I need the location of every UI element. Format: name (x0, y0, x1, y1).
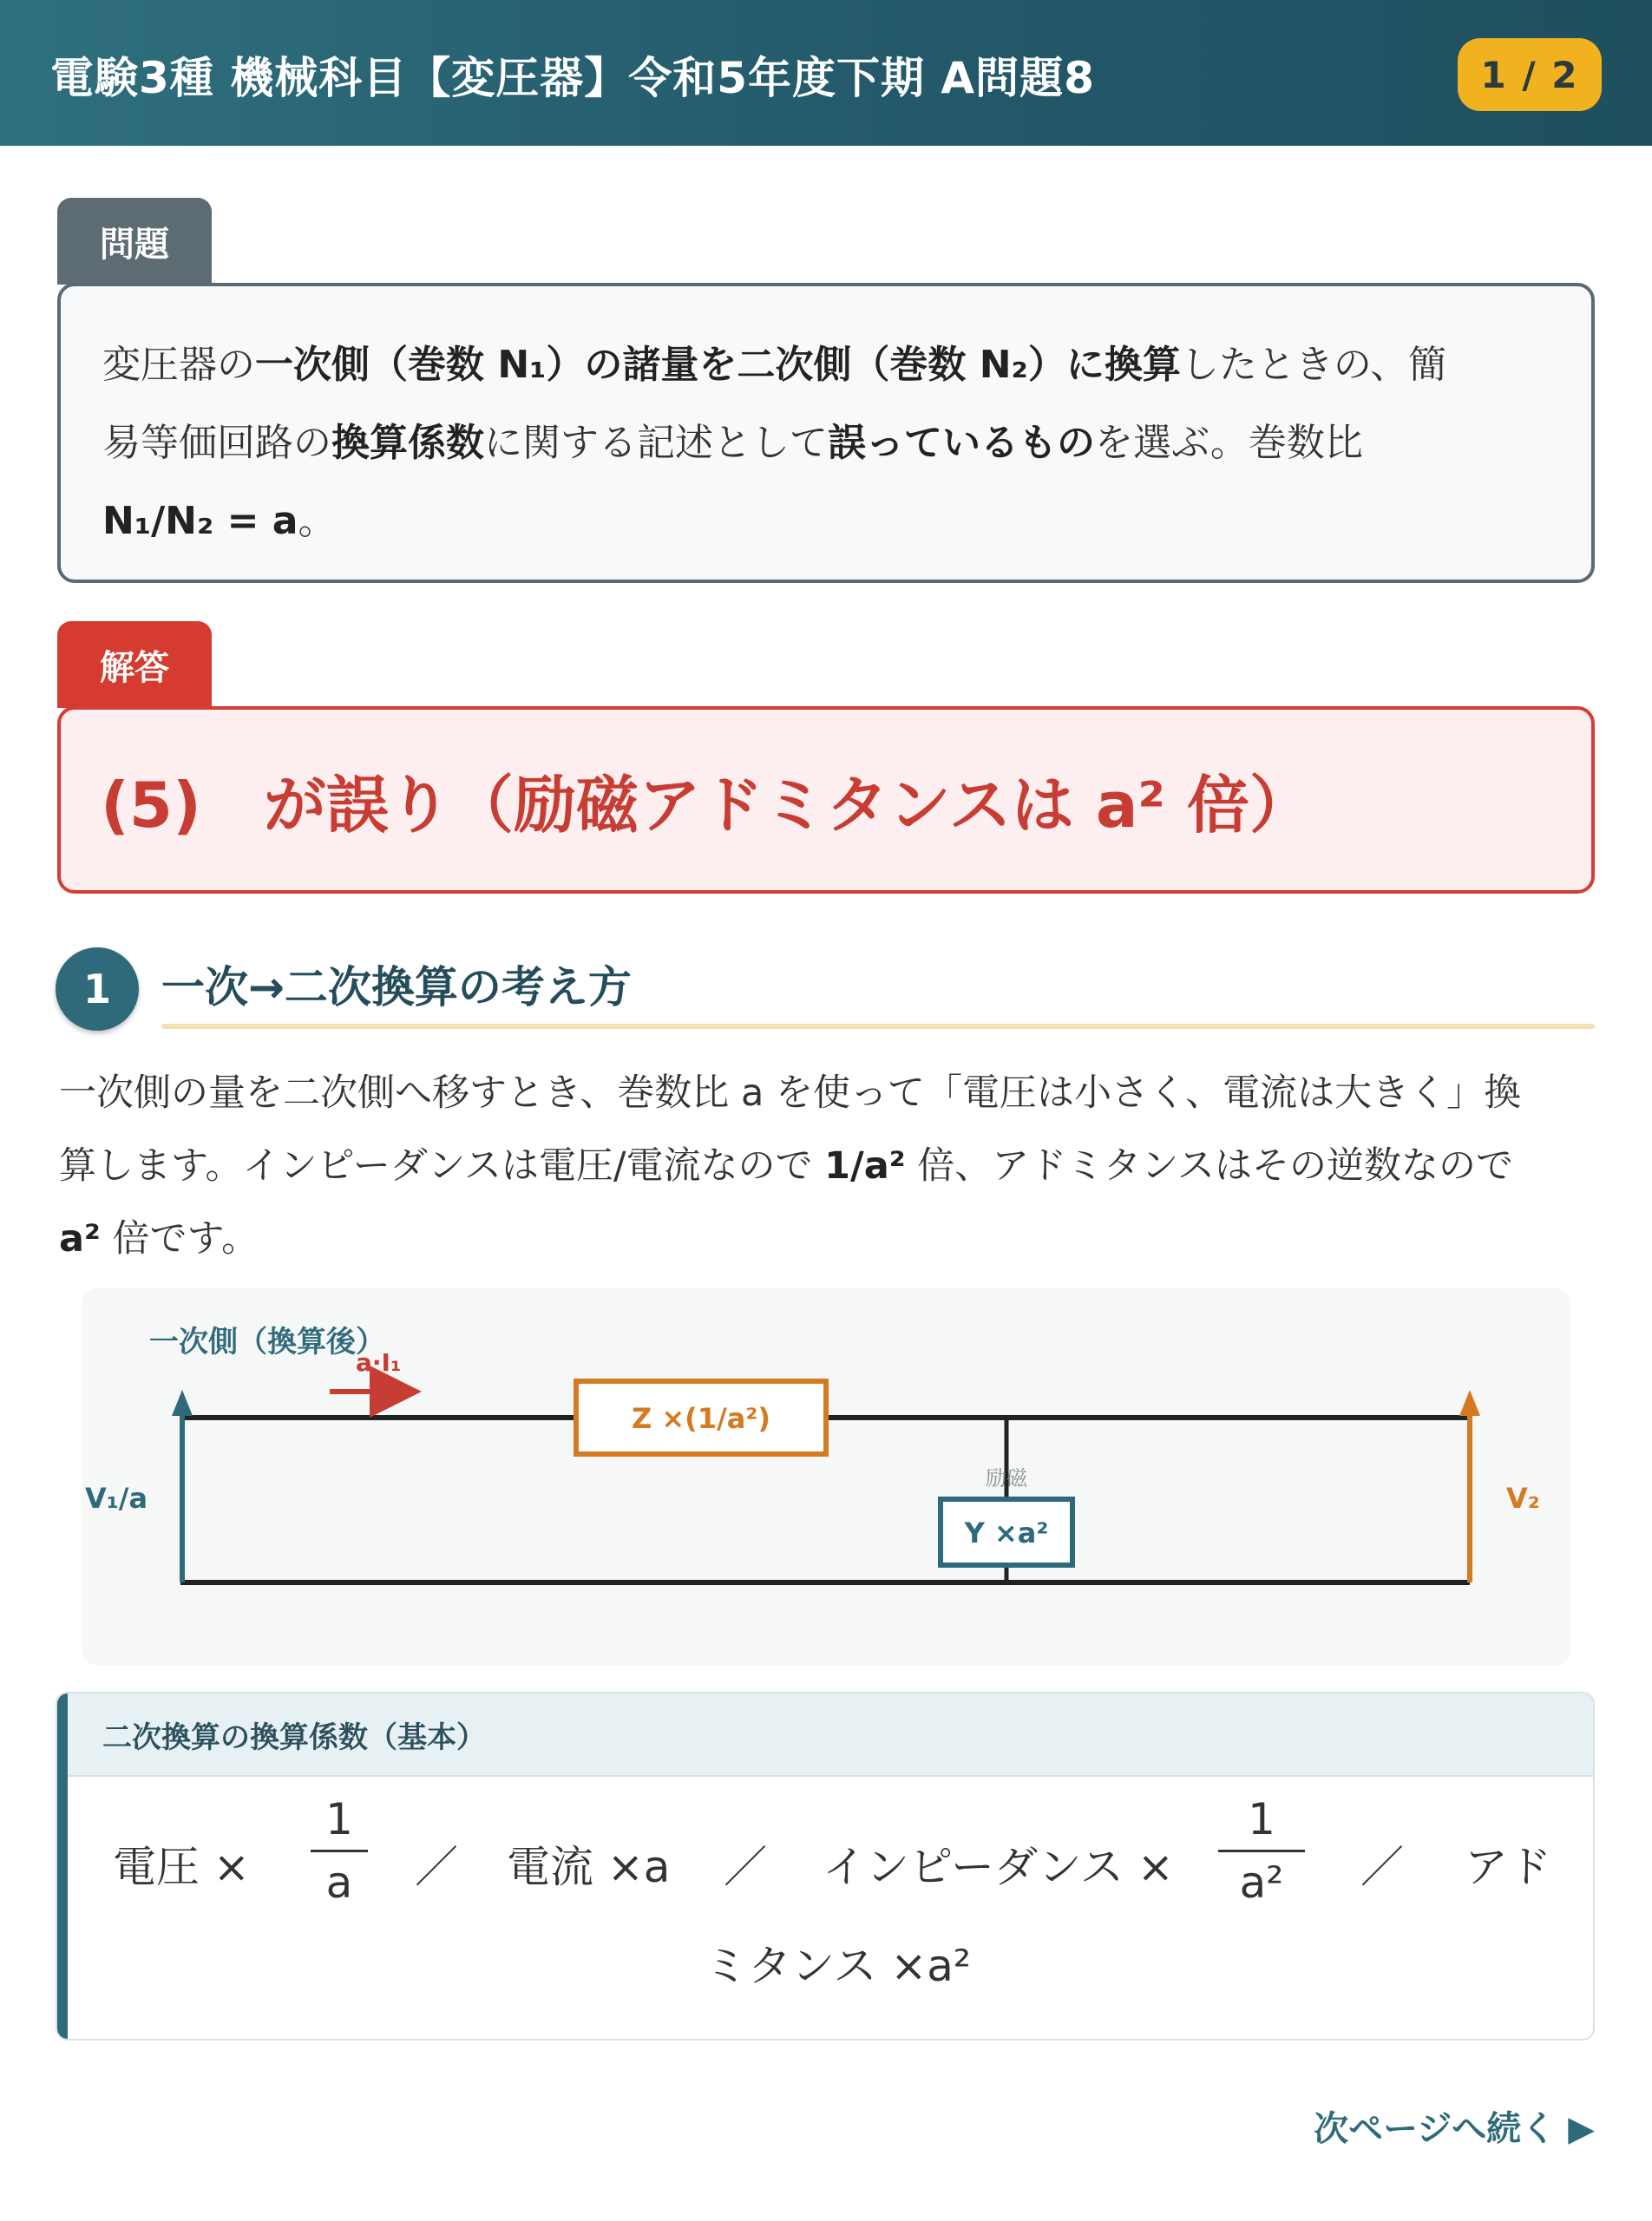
admittance-term-end: ミタンス ×a² (705, 1941, 971, 1991)
section-underline (161, 1024, 1595, 1029)
question-box (57, 283, 1595, 583)
excitation-label: 励磁 (986, 1466, 1027, 1490)
question-text-bold: 誤っているもの (828, 421, 1095, 465)
separator: ／ (724, 1842, 767, 1892)
answer-box (57, 706, 1595, 894)
admittance-label: Y ×a² (964, 1517, 1049, 1549)
turns-ratio-formula: N₁/N₂ = a (102, 499, 298, 543)
question-text-part: 。 (298, 499, 337, 543)
question-text-bold: 一次側（巻数 N₁）の諸量を二次側（巻数 N₂）に換算 (255, 343, 1181, 387)
fraction-bar (311, 1850, 368, 1852)
page-title: 電験3種 機械科目【変圧器】令和5年度下期 A問題8 (50, 53, 1095, 103)
left-voltage-arrowhead (172, 1390, 193, 1416)
separator: ／ (415, 1842, 458, 1892)
explanation-bold: a² (59, 1217, 101, 1261)
explanation-line: 倍、アドミタンスはその逆数なので (905, 1144, 1514, 1188)
admittance-term-start: アド (1465, 1842, 1551, 1892)
separator: ／ (1360, 1842, 1404, 1892)
current-label: a·I₁ (356, 1348, 402, 1377)
primary-side-label: 一次側（換算後） (149, 1325, 385, 1359)
answer-tab: 解答 (57, 621, 212, 708)
fraction-denominator: a (325, 1857, 353, 1908)
right-voltage-arrowhead (1459, 1390, 1480, 1416)
explanation-bold: 1/a² (824, 1144, 906, 1188)
question-text-bold: 換算係数 (331, 421, 484, 465)
question-text-part: したときの、簡 (1180, 343, 1447, 387)
header-bar (0, 0, 1652, 146)
card-body (68, 1777, 1593, 2039)
impedance-label: Z ×(1/a²) (632, 1402, 770, 1435)
question-text-part: 変圧器の (102, 343, 255, 387)
circuit-svg (82, 1287, 1570, 1666)
section-number-badge: 1 (56, 947, 139, 1031)
card-accent-stripe (57, 1694, 68, 2039)
explanation-text (59, 1057, 1603, 1275)
explanation-line: 倍です。 (100, 1217, 259, 1261)
question-text-part: に関する記述として (484, 421, 828, 465)
question-tab: 問題 (57, 198, 212, 285)
equivalent-circuit-diagram (82, 1287, 1570, 1666)
left-voltage-label: V₁/a (85, 1482, 148, 1515)
conversion-coefficient-card (56, 1692, 1595, 2041)
explanation-line: 算します。インピーダンスは電圧/電流なので (59, 1144, 825, 1188)
fraction-one-over-a (311, 1794, 368, 1908)
question-text-part: を選ぶ。巻数比 (1095, 421, 1363, 465)
fraction-bar (1218, 1850, 1305, 1852)
card-title: 二次換算の換算係数（基本） (68, 1694, 1593, 1777)
explanation-line: 一次側の量を二次側へ移すとき、巻数比 a を使って「電圧は小さく、電流は大きく」換 (59, 1071, 1522, 1115)
fraction-numerator: 1 (1248, 1794, 1275, 1844)
answer-text: (5) が誤り（励磁アドミタンスは a² 倍） (101, 769, 1313, 842)
right-voltage-label: V₂ (1506, 1482, 1540, 1515)
page-indicator-badge: 1 / 2 (1458, 38, 1602, 111)
fraction-numerator: 1 (325, 1794, 353, 1844)
current-term: 電流 ×a (507, 1842, 671, 1892)
next-page-link[interactable]: 次ページへ続く ▶ (1314, 2109, 1595, 2149)
voltage-term: 電圧 × (113, 1842, 250, 1892)
question-text-part: 易等価回路の (102, 421, 331, 465)
question-text (102, 326, 1550, 560)
impedance-term: インピーダンス × (823, 1842, 1174, 1892)
section-title: 一次→二次換算の考え方 (161, 962, 632, 1012)
fraction-one-over-a-squared (1218, 1794, 1305, 1908)
fraction-denominator: a² (1239, 1857, 1284, 1908)
